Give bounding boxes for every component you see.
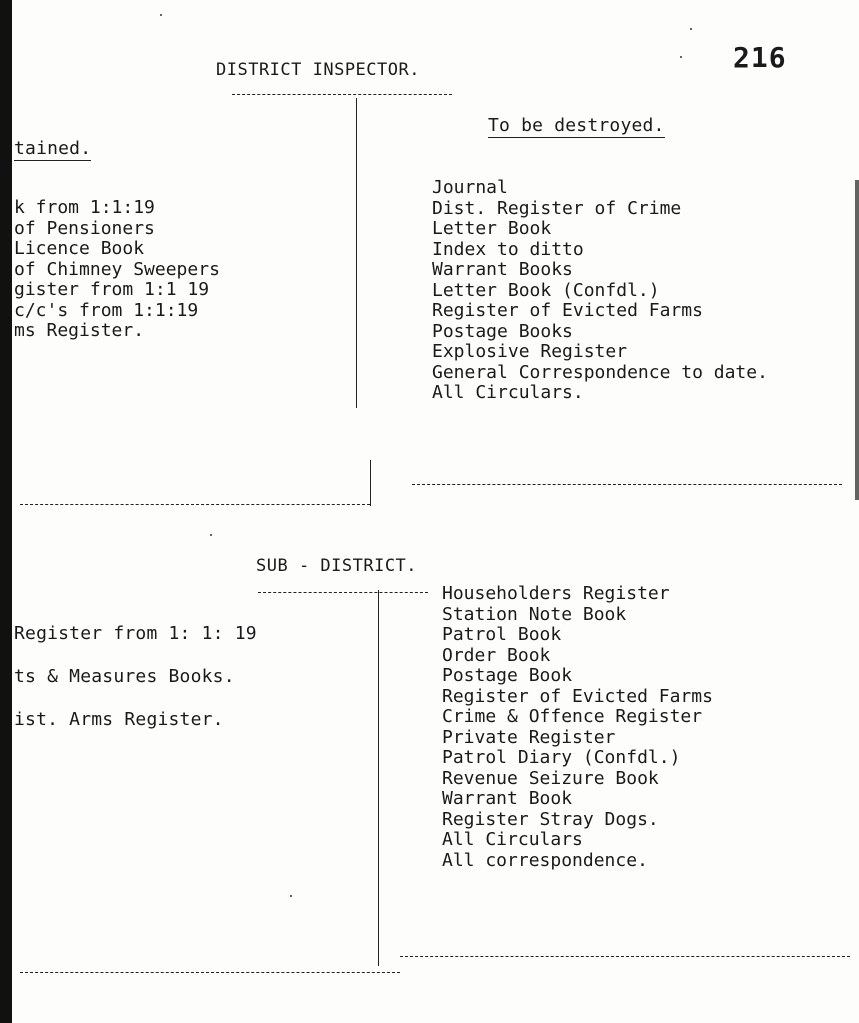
section-separator-right: [412, 484, 842, 485]
list-item: Order Book: [442, 644, 551, 666]
scan-speck: [680, 56, 682, 58]
list-item: ms Register.: [14, 320, 145, 341]
list-item: Letter Book: [432, 218, 552, 239]
list-item: Crime & Offence Register: [442, 706, 703, 727]
list-item: Licence Book: [14, 238, 145, 259]
scan-speck: [690, 28, 692, 30]
sub-title-underline: [258, 592, 428, 593]
list-item: Index to ditto: [432, 238, 584, 260]
sub-district-divider: [378, 590, 379, 966]
list-item: gister from 1:1 19: [14, 279, 210, 300]
list-item: Patrol Diary (Confdl.): [442, 747, 681, 768]
list-item: Postage Books: [432, 320, 573, 342]
list-item: Journal: [432, 177, 508, 198]
list-item: All correspondence.: [442, 849, 648, 871]
sub-left-item-3: ist. Arms Register.: [14, 709, 224, 730]
sub-left-item-2: ts & Measures Books.: [14, 666, 235, 687]
list-item: Dist. Register of Crime: [432, 197, 682, 219]
list-item: General Correspondence to date.: [432, 361, 768, 383]
list-item: Warrant Books: [432, 259, 573, 280]
district-destroy-list: [432, 178, 768, 404]
district-inspector-title: DISTRICT INSPECTOR.: [216, 60, 420, 80]
scan-speck: [210, 534, 212, 536]
list-item: Register Stray Dogs.: [442, 808, 659, 830]
to-be-destroyed-heading: To be destroyed.: [488, 115, 665, 136]
list-item: c/c's from 1:1:19: [14, 299, 199, 321]
scan-shadow-right: [855, 180, 859, 500]
sub-district-title: SUB - DISTRICT.: [256, 556, 418, 576]
list-item: Station Note Book: [442, 603, 627, 625]
page-number: 216: [733, 41, 787, 74]
list-item: Private Register: [442, 726, 616, 748]
title-underline: [232, 94, 452, 95]
scan-speck: [160, 14, 162, 16]
sub-district-list: [442, 584, 713, 871]
list-item: Revenue Seizure Book: [442, 767, 659, 789]
list-item: Patrol Book: [442, 624, 562, 645]
list-item: k from 1:1:19: [14, 197, 155, 218]
scan-speck: [290, 895, 292, 897]
list-item: Register of Evicted Farms: [442, 685, 713, 707]
list-item: Householders Register: [442, 583, 670, 604]
district-divider: [356, 98, 357, 408]
list-item: Warrant Book: [442, 788, 573, 809]
bottom-separator-right: [400, 956, 850, 957]
list-item: Explosive Register: [432, 341, 628, 362]
list-item: Postage Book: [442, 665, 573, 686]
retained-heading: tained.: [14, 138, 92, 159]
list-item: All Circulars.: [432, 382, 584, 403]
district-retained-list: [14, 198, 220, 342]
section-separator-left: [20, 504, 370, 505]
list-item: Register of Evicted Farms: [432, 300, 703, 321]
scan-shadow-left: [0, 0, 12, 1023]
list-item: Letter Book (Confdl.): [432, 279, 660, 301]
bottom-separator-left: [20, 972, 400, 973]
list-item: All Circulars: [442, 829, 583, 850]
sub-left-item-1: Register from 1: 1: 19: [14, 623, 257, 644]
list-item: of Pensioners: [14, 217, 155, 239]
district-divider-lower: [370, 460, 371, 506]
list-item: of Chimney Sweepers: [14, 258, 220, 280]
